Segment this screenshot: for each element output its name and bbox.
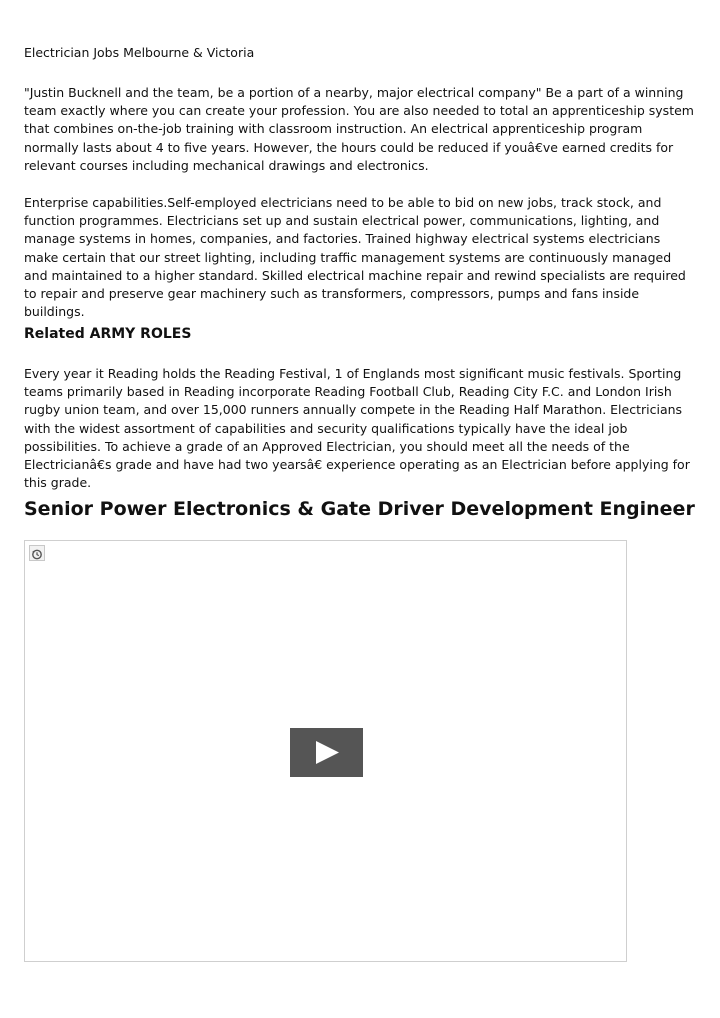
play-button[interactable] — [290, 728, 363, 777]
heading-related-army-roles: Related ARMY ROLES — [24, 326, 192, 342]
heading-senior-engineer: Senior Power Electronics & Gate Driver Development Engineer — [24, 498, 695, 520]
document-title: Electrician Jobs Melbourne & Victoria — [24, 45, 255, 60]
paragraph-reading: Every year it Reading holds the Reading Festival, 1 of Englands most significant music festivals. Sporting teams primarily based in Reading incorporate Reading Football Club, Reading City F.C. and London Irish rugby union team, and over 15,000 runners annually compete in the Reading Half Marathon. Electricians with the widest assortment of capabilities and security qualifications typically have the ideal job possibilities. To achieve a grade of an Approved Electrician, you should meet all the needs of the Electricianâ€s grade and have had two yearsâ€ experience operating as an Electrician before applying for this grade. — [24, 366, 690, 491]
paragraph-intro: "Justin Bucknell and the team, be a portion of a nearby, major electrical company" Be a part of a winning team exactly where you can create your profession. You are also needed to total an apprenticeship system that combines on-the-job training with classroom instruction. An electrical apprenticeship program normally lasts about 4 to five years. However, the hours could be reduced if youâ€ve earned credits for relevant courses including mechanical drawings and electronics. — [24, 85, 694, 173]
replay-icon-glyph — [30, 547, 44, 561]
replay-icon[interactable] — [29, 545, 45, 561]
paragraph-enterprise: Enterprise capabilities.Self-employed electricians need to be able to bid on new jobs, track stock, and function programmes. Electricians set up and sustain electrical power, communications, lighting, and manage systems in homes, companies, and factories. Trained highway electrical systems electricians make certain that our street lighting, including traffic management systems are continuously managed and maintained to a higher standard. Skilled electrical machine repair and rewind specialists are required to repair and preserve gear machinery such as transformers, compressors, pumps and fans inside buildings. — [24, 195, 686, 320]
video-embed[interactable] — [24, 540, 627, 962]
play-icon — [290, 728, 363, 777]
